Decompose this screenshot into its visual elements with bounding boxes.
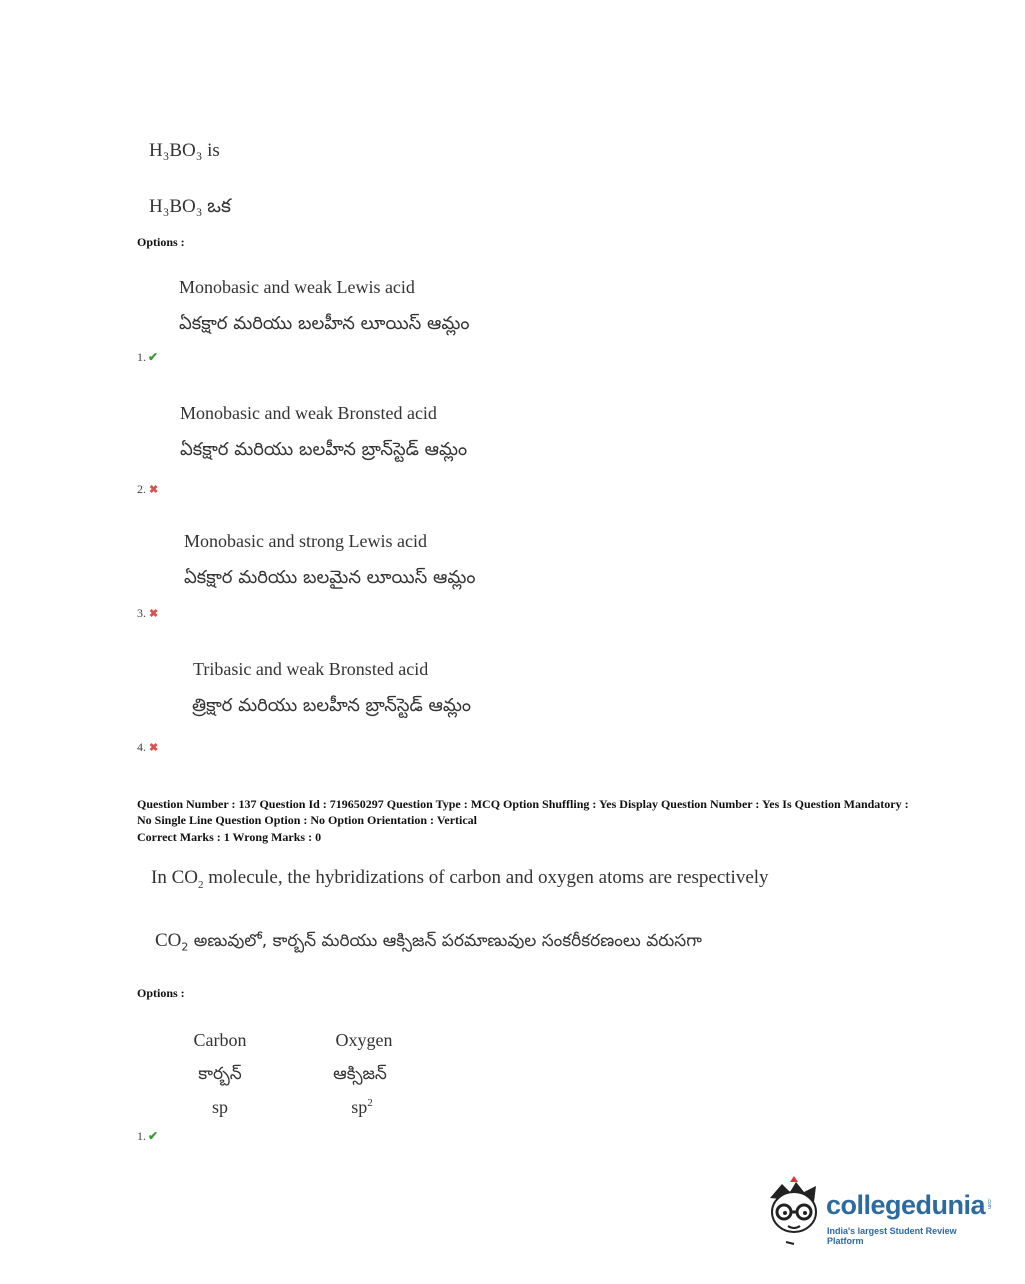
q2-stem-te [155,930,702,955]
q1-stem-en: H₃BO₃ is [149,140,220,161]
q2-stem-en [151,867,769,891]
q2-option-1-marker [137,1129,158,1144]
logo-com: .com [986,1198,992,1209]
check-icon: ✔ [148,350,159,364]
q1-option-2-marker [137,482,158,497]
value-base: sp [351,1097,368,1117]
q1-options-label: Options : [137,235,185,249]
q1-option-3-en: Monobasic and strong Lewis acid [184,531,427,551]
logo-tagline: India's largest Student Review Platform [827,1226,957,1246]
stem-subscript: 2 [181,940,189,954]
stem-prefix: CO [155,930,182,951]
q1-stem-te: H₃BO₃ ఒక [149,196,231,217]
option-number: 2. [137,482,146,496]
stem-prefix: In CO [151,867,198,888]
q1-option-4-marker [137,740,158,755]
cross-icon: ✖ [149,742,159,754]
q1-option-1-marker [137,350,158,365]
q2-meta: Question Number : 137 Question Id : 719650297 Question Type : MCQ Option Shuffling : Yes Display Question Number : Yes Is Question Mandatory : No Single Line Question Option : No Option Orientation : Vertical [137,797,909,827]
logo-wordmark: collegedunia [826,1190,986,1220]
q2-col1-header-te: కార్బన్ [198,1064,242,1084]
option-number: 1. [137,1129,146,1143]
q1-option-2-en: Monobasic and weak Bronsted acid [180,403,437,423]
q2-col1-header: Carbon [193,1030,247,1050]
q2-options-label: Options : [137,986,185,1000]
stem-suffix: molecule, the hybridizations of carbon and oxygen atoms are respectively [203,867,769,888]
value-superscript: 2 [367,1097,373,1109]
q2-marks: Correct Marks : 1 Wrong Marks : 0 [137,830,322,844]
option-number: 1. [137,350,146,364]
q1-option-3-te: ఏకక్షార మరియు బలమైన లూయిస్ ఆమ్లం [184,567,476,588]
collegedunia-logo [764,1176,994,1246]
q2-col1-value: sp [211,1097,228,1117]
mascot-icon [764,1176,826,1246]
q1-option-2-te: ఏకక్షార మరియు బలహీన బ్రాన్‌స్టెడ్ ఆమ్లం [180,439,468,460]
cross-icon: ✖ [149,608,159,620]
option-number: 4. [137,740,146,754]
stem-suffix: అణువులో, కార్బన్ మరియు ఆక్సిజన్ పరమాణువుల సంకరీకరణంలు వరుసగా [188,931,702,951]
q1-option-3-marker [137,606,158,621]
q2-col2-header-te: ఆక్సిజన్ [333,1064,387,1084]
q1-option-4-te: త్రిక్షార మరియు బలహీన బ్రాన్‌స్టెడ్ ఆమ్లం [192,695,472,716]
check-icon: ✔ [148,1129,159,1143]
q1-option-4-en: Tribasic and weak Bronsted acid [193,659,429,679]
q1-option-1-te: ఏకక్షార మరియు బలహీన లూయిస్ ఆమ్లం [179,313,470,334]
cross-icon: ✖ [149,484,159,496]
q2-col2-value [322,1097,402,1118]
q2-col2-header: Oxygen [335,1030,393,1050]
q1-option-1-en: Monobasic and weak Lewis acid [179,277,415,297]
option-number: 3. [137,606,146,620]
stem-subscript: 2 [197,878,204,891]
